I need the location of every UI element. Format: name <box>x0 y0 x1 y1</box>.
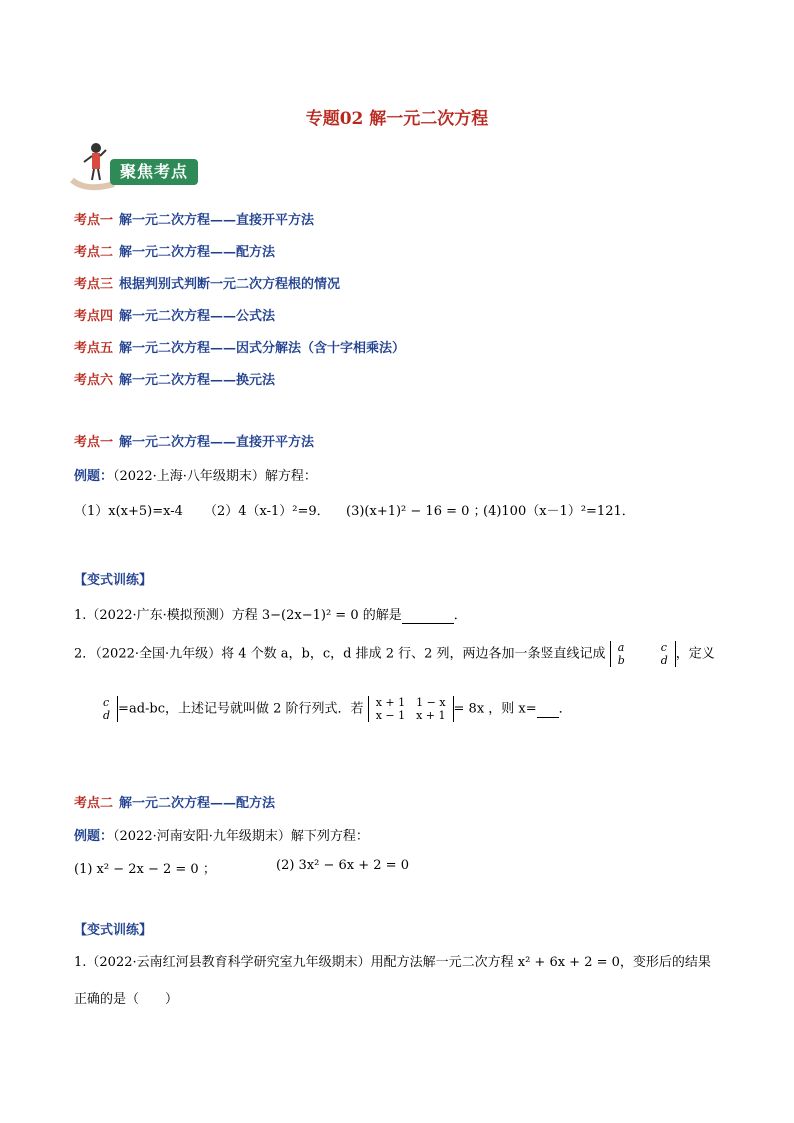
section-text: 解一元二次方程——配方法 <box>119 796 276 811</box>
section-heading <box>74 792 275 811</box>
question-text: 1.（2022·广东·模拟预测）方程 3−(2x−1)² = 0 的解是 <box>74 608 402 623</box>
key-point-2 <box>74 241 275 260</box>
section-label: 考点二 <box>74 796 114 811</box>
key-point-text: 解一元二次方程——因式分解法（含十字相乘法） <box>119 341 406 356</box>
det-c: c <box>660 641 667 654</box>
page-title: 专题02 解一元二次方程 <box>305 109 489 129</box>
det-c: c <box>103 696 110 709</box>
key-point-text: 解一元二次方程——公式法 <box>119 309 276 324</box>
determinant-equation <box>368 696 454 722</box>
det2-r2c2: x + 1 <box>416 709 446 722</box>
key-point-label: 考点三 <box>74 277 114 292</box>
key-point-label: 考点四 <box>74 309 114 324</box>
det2-r1c2: 1 − x <box>416 696 446 709</box>
variant-question-1 <box>74 604 467 624</box>
key-point-text: 根据判别式判断一元二次方程根的情况 <box>119 277 341 292</box>
example-label: 例题： <box>74 469 114 484</box>
problem-1: （1）x(x+5)=x-4 <box>74 504 183 519</box>
question-text: 2．（2022·全国·九年级）将 4 个数 a，b，c，d 排成 2 行、2 列，两边各加一条竖直线记成 <box>74 646 606 662</box>
key-point-4 <box>74 305 275 324</box>
variant-training-label: 【变式训练】 <box>74 923 153 938</box>
example-line <box>74 825 369 844</box>
problem-3: (3)(x+1)² − 16 = 0 ； <box>346 504 487 519</box>
key-point-label: 考点六 <box>74 373 114 388</box>
key-point-text: 解一元二次方程——配方法 <box>119 245 276 260</box>
key-point-text: 解一元二次方程——直接开平方法 <box>119 213 315 228</box>
example-label: 例题： <box>74 829 114 844</box>
question-text-middle: ，定义 <box>675 646 715 662</box>
variant-question-1-line-2: 正确的是（ ） <box>74 992 179 1007</box>
det-b: b <box>617 654 625 667</box>
answer-blank <box>402 608 454 624</box>
key-point-label: 考点一 <box>74 213 114 228</box>
variant-question-2 <box>74 641 715 667</box>
variant-training-label: 【变式训练】 <box>74 573 153 588</box>
section-heading <box>74 431 314 450</box>
det-a: a <box>617 641 625 654</box>
logo-banner: 聚焦考点 <box>110 159 198 185</box>
determinant-symbol <box>610 641 676 667</box>
key-point-5 <box>74 337 405 356</box>
variant-question-1: 1.（2022·云南红河县教育科学研究室九年级期末）用配方法解一元二次方程 x² + 6x + 2 = 0，变形后的结果 <box>74 955 711 970</box>
det2-r2c1: x − 1 <box>375 709 406 722</box>
det-d: d <box>660 654 668 667</box>
section-label: 考点一 <box>74 435 114 450</box>
definition-text: =ad-bc，上述记号就叫做 2 阶行列式．若 <box>118 701 364 717</box>
focus-points-logo <box>66 140 206 192</box>
key-point-label: 考点五 <box>74 341 114 356</box>
problem-1: (1) x² − 2x − 2 = 0 ； <box>74 862 216 877</box>
variant-question-2-line-2 <box>96 696 572 722</box>
example-text: （2022·河南安阳·九年级期末）解下列方程： <box>113 829 369 844</box>
example-line <box>74 465 317 484</box>
det2-r1c1: x + 1 <box>375 696 406 709</box>
key-point-text: 解一元二次方程——换元法 <box>119 373 276 388</box>
key-point-label: 考点二 <box>74 245 114 260</box>
key-point-1 <box>74 209 314 228</box>
problem-2: (2) 3x² − 6x + 2 = 0 <box>276 858 409 873</box>
example-text: （2022·上海·八年级期末）解方程： <box>113 469 317 484</box>
key-point-6 <box>74 369 275 388</box>
section-text: 解一元二次方程——直接开平方法 <box>119 435 315 450</box>
question-end: ． <box>558 701 572 717</box>
problem-2: （2）4（x-1）²=9． <box>204 504 330 519</box>
answer-blank <box>537 702 559 718</box>
determinant-continued <box>96 696 118 722</box>
equation-text: = 8x ，则 x= <box>453 701 537 717</box>
problem-4: (4)100（x－1）²=121． <box>483 504 635 519</box>
question-end: ． <box>453 608 467 623</box>
key-point-3 <box>74 273 340 292</box>
det-d: d <box>103 709 111 722</box>
